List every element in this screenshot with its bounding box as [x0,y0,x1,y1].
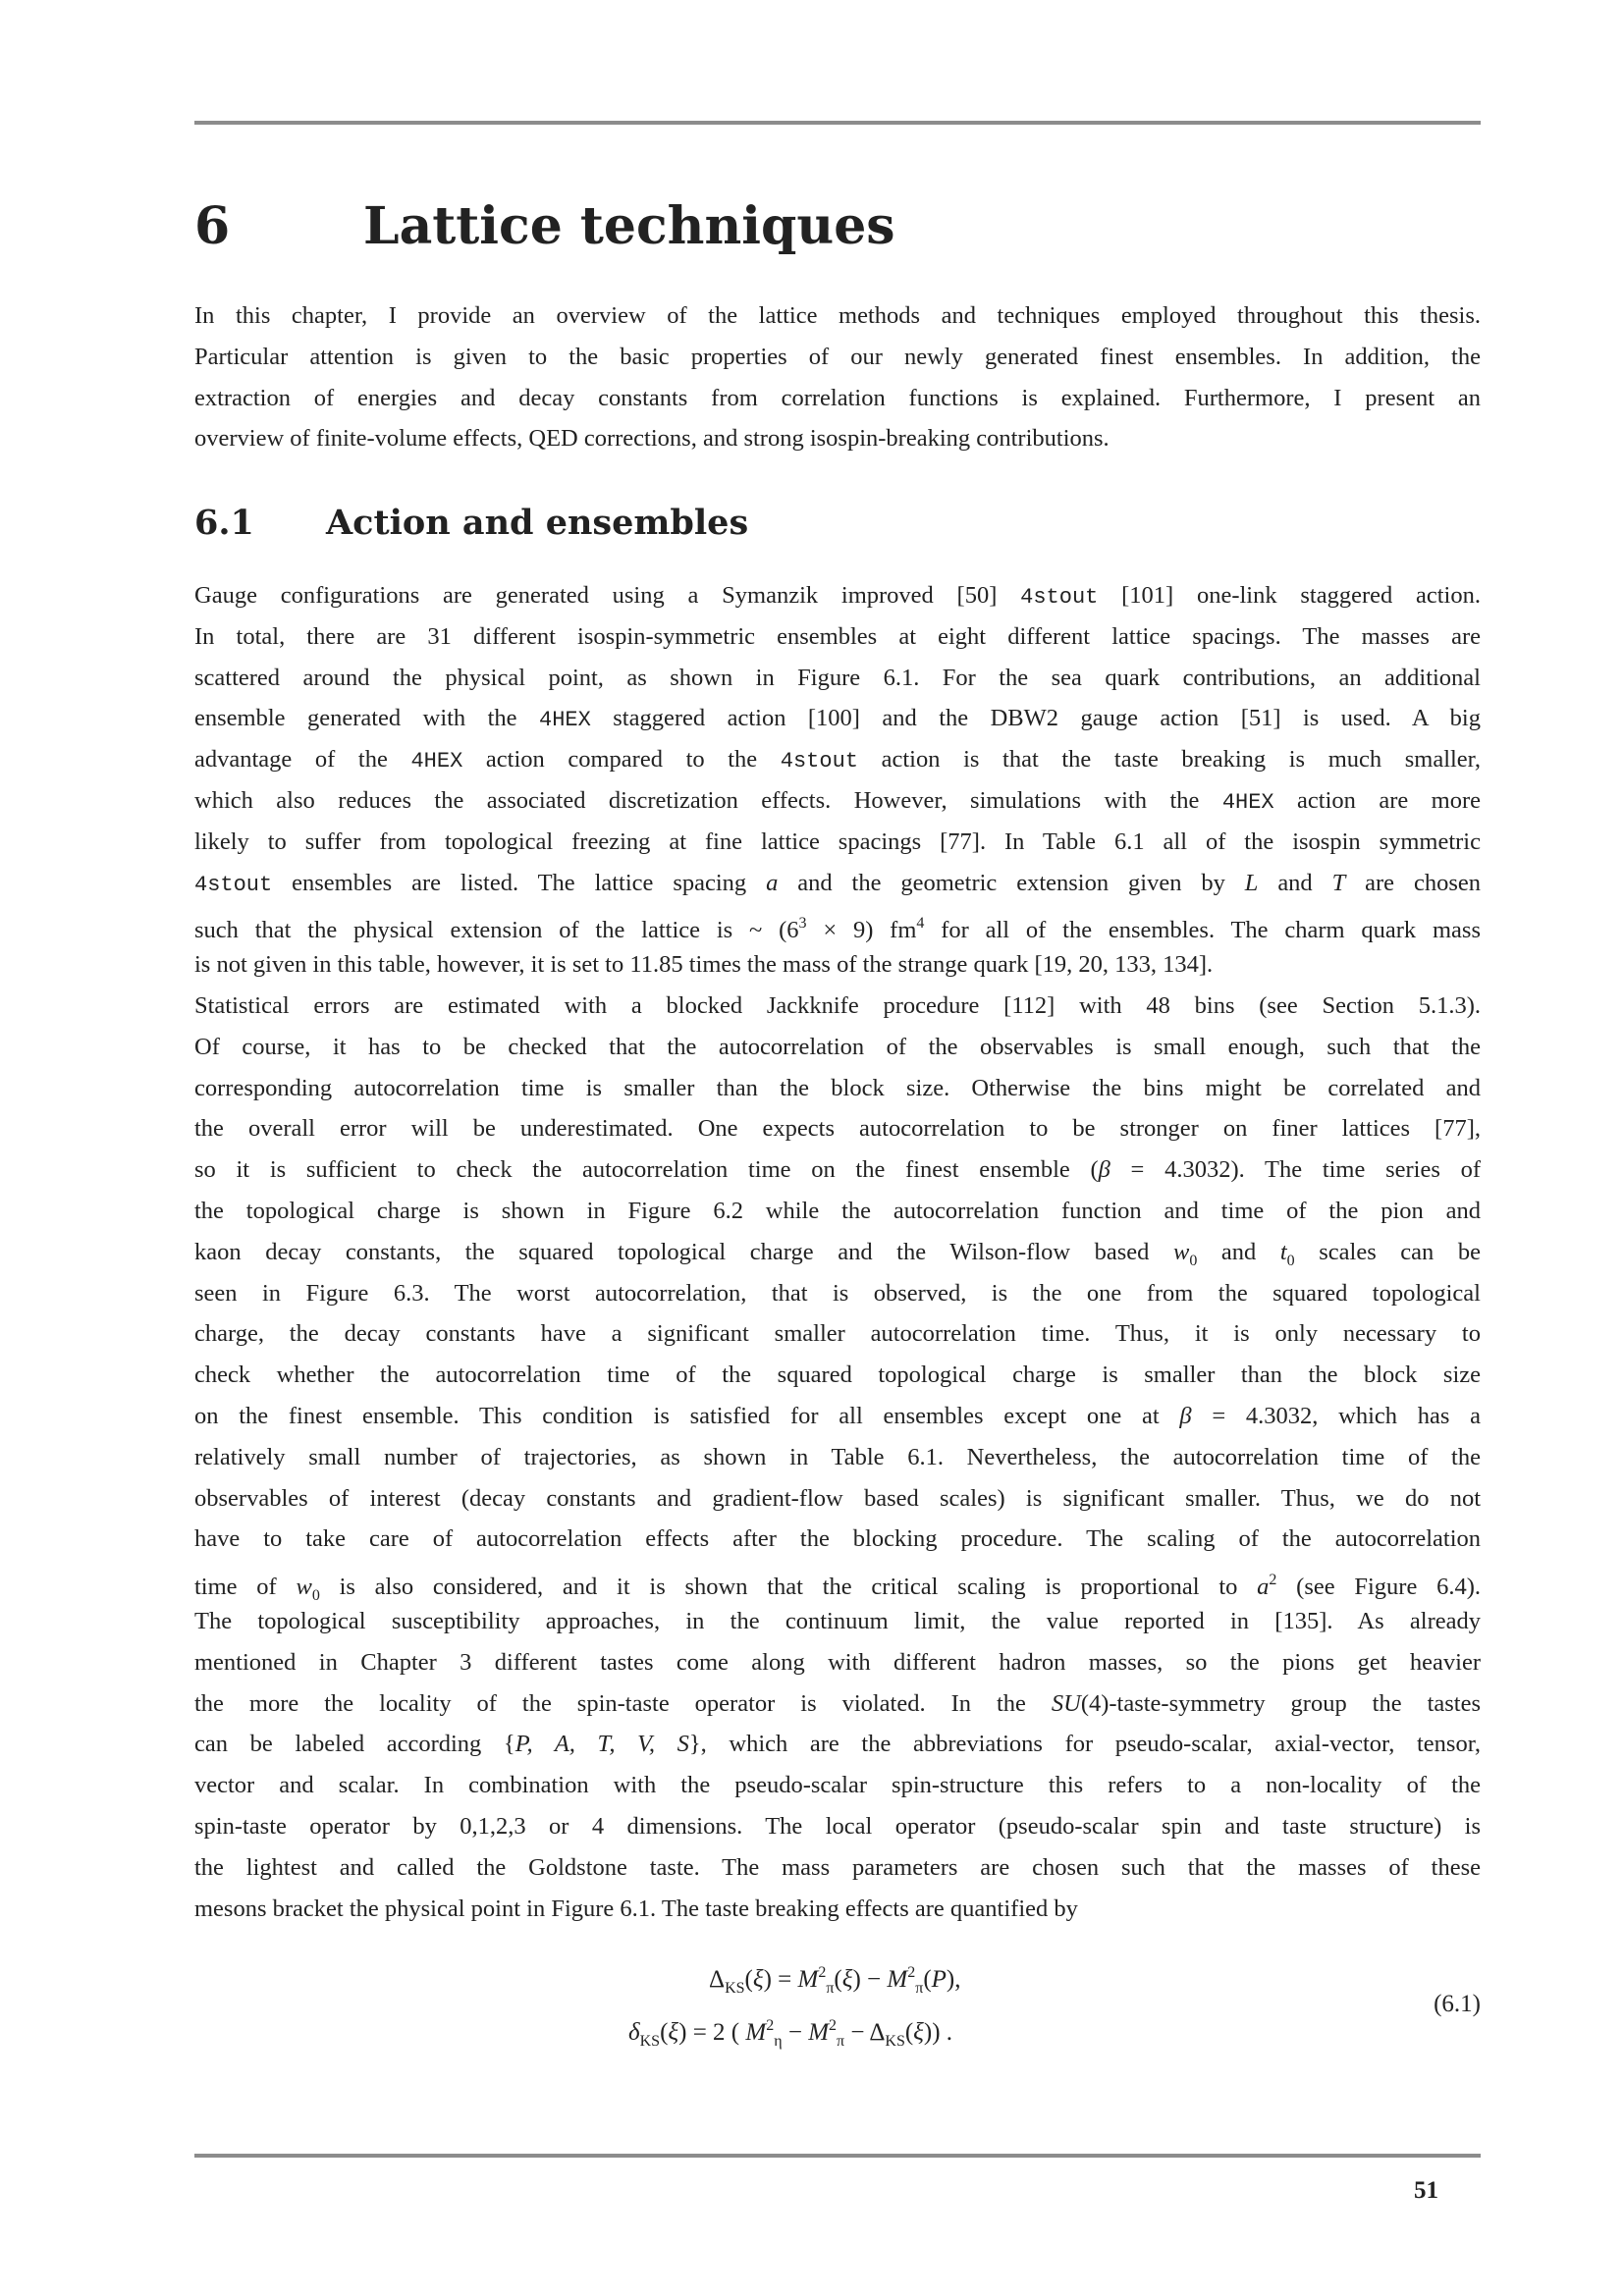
math-term: a [1257,1574,1270,1601]
text-run: ) − [852,1966,888,1993]
text-line [194,337,1481,378]
text-run: ( [923,1966,932,1993]
text-run: }, which are the abbreviations for pseudo-scalar, axial-vector, tensor, [688,1731,1481,1758]
text-run: and [1258,869,1332,896]
text-line [194,616,1481,658]
text-run: = 4.3032, which has a [1191,1402,1481,1429]
text-line [194,944,1481,986]
text-run: Gauge configurations are generated using a Symanzik improved [50] [194,582,1021,609]
section-title: Action and ensembles [326,503,749,543]
text-run: extraction of energies and decay constants from correlation functions is explained. Furthermore, I present an [194,384,1481,411]
math-term: KS [639,2033,661,2050]
text-line [194,1724,1481,1765]
text-line [194,822,1481,863]
math-term: 0 [311,1587,320,1605]
text-run: on the finest ensemble. This condition is satisfied for all ensembles except one at [194,1402,1180,1429]
text-run: spin-taste operator by 0,1,2,3 or 4 dimensions. The local operator (pseudo-scalar spin and taste structure) is [194,1812,1481,1840]
code-term: 4stout [780,749,858,774]
text-run: are chosen [1345,869,1481,896]
code-term: 4HEX [410,749,463,774]
math-term: 0 [1286,1252,1295,1269]
text-run: Statistical errors are estimated with a blocked Jackknife procedure [112] with 48 bins (see Section 5.1.3). [194,991,1481,1019]
text-run: kaon decay constants, the squared topological charge and the Wilson-flow based [194,1238,1173,1265]
text-run: check whether the autocorrelation time of the squared topological charge is smaller than the block size [194,1362,1481,1389]
text-run: the lightest and called the Goldstone taste. The mass parameters are chosen such that the masses of these [194,1853,1481,1881]
math-term: SU [1051,1689,1081,1717]
text-line [194,1847,1481,1889]
text-run: (see Figure 6.4). [1276,1574,1481,1601]
math-term: KS [725,1980,745,1997]
math-term: 0 [1189,1252,1198,1269]
text-run: the topological charge is shown in Figure 6.2 while the autocorrelation function and time of the pion and [194,1197,1481,1224]
math-term: a [766,869,779,896]
text-line [194,1313,1481,1355]
chapter-number: 6 [194,196,231,256]
text-run: which also reduces the associated discretization effects. However, simulations with the [194,786,1222,814]
math-term: 3 [798,915,807,933]
header-rule [194,121,1481,125]
math-term: M [808,2019,830,2046]
text-run: the overall error will be underestimated. One expects autocorrelation to be stronger on finer lattices [77], [194,1115,1481,1143]
text-run: ( [904,2019,914,2046]
math-term: P, A, T, V, S [514,1731,689,1758]
text-run: advantage of the [194,746,411,774]
math-term: ξ [668,2019,679,2046]
text-run: In total, there are 31 different isospin-symmetric ensembles at eight different lattice spacings. The masses are [194,622,1481,650]
text-run: × 9) fm [806,917,917,944]
math-term: π [837,2033,845,2050]
math-term: 4 [916,915,925,933]
text-run: = 4.3032). The time series of [1110,1156,1481,1184]
text-line [194,1108,1481,1149]
math-term: δ [628,2019,640,2046]
text-line [194,863,1481,904]
text-line [194,1027,1481,1068]
math-term: P [931,1966,947,1993]
text-run: and the geometric extension given by [778,869,1245,896]
code-term: 4stout [1020,585,1099,610]
text-line [194,658,1481,699]
math-term: KS [885,2033,905,2050]
text-run: ( [834,1966,842,1993]
text-line [194,1642,1481,1683]
math-term: β [1179,1402,1192,1429]
text-run: is not given in this table, however, it is set to 11.85 times the mass of the strange quark [19, 20, 133, 134]. [194,951,1214,979]
text-line [194,1478,1481,1520]
math-term: 2 [818,1964,827,1981]
text-line [194,418,1481,459]
text-line [194,1560,1481,1605]
text-line [194,1232,1481,1273]
text-line [194,739,1481,780]
body-paragraph [194,575,1481,1929]
text-run: vector and scalar. In combination with the pseudo-scalar spin-structure this refers to a non-locality of the [194,1772,1481,1799]
text-run: ), [946,1966,961,1993]
text-line [194,1601,1481,1642]
text-run: such that the physical extension of the lattice is ~ (6 [194,917,799,944]
text-run: action are more [1273,786,1482,814]
footer-rule [194,2154,1481,2158]
math-term: L [1244,869,1259,896]
page-number: 51 [1414,2177,1438,2204]
text-line [194,1889,1481,1930]
text-line [194,1683,1481,1725]
text-line [194,1806,1481,1847]
text-run: have to take care of autocorrelation effects after the blocking procedure. The scaling of the autocorrelation [194,1525,1481,1553]
math-term: T [1331,869,1346,896]
text-run: so it is sufficient to check the autocorrelation time on the finest ensemble ( [194,1156,1099,1184]
text-line [194,1068,1481,1109]
text-run: scattered around the physical point, as shown in Figure 6.1. For the sea quark contributions, an additional [194,664,1481,691]
math-term: 2 [829,2017,838,2034]
text-run: − [782,2019,809,2046]
text-line [194,1519,1481,1560]
text-run: likely to suffer from topological freezing at fine lattice spacings [77]. In Table 6.1 all of the isospin symmetric [194,828,1481,855]
text-run: ( [744,1966,753,1993]
text-line [194,1191,1481,1232]
text-run: action is that the taste breaking is much smaller, [858,746,1481,774]
code-term: 4HEX [539,708,591,733]
math-term: w [296,1574,312,1601]
text-line [194,698,1481,739]
text-line [194,780,1481,822]
text-run: can be labeled according { [194,1731,515,1758]
text-line [194,1355,1481,1396]
text-run: is also considered, and it is shown that the critical scaling is proportional to [319,1574,1258,1601]
text-run: The topological susceptibility approaches, in the continuum limit, the value reported in [135]. As already [194,1607,1481,1634]
text-run: seen in Figure 6.3. The worst autocorrelation, that is observed, is the one from the squared topological [194,1279,1481,1307]
text-run: scales can be [1294,1238,1481,1265]
chapter-heading [194,196,895,256]
math-term: M [887,1966,908,1993]
math-term: 2 [1269,1572,1277,1589]
math-term: η [774,2033,783,2050]
text-run: action compared to the [462,746,781,774]
text-run: relatively small number of trajectories, as shown in Table 6.1. Nevertheless, the autocorrelation time of the [194,1443,1481,1470]
text-run: ( [660,2019,669,2046]
section-heading [194,503,748,543]
equation-line-1 [709,1964,961,1998]
section-number: 6.1 [194,503,254,543]
math-term: w [1173,1238,1190,1265]
text-line [194,575,1481,616]
text-line [194,295,1481,337]
math-term: 2 [907,1964,916,1981]
text-run: ) = 2 ( [678,2019,746,2046]
text-run: In this chapter, I provide an overview of the lattice methods and techniques employed throughout this thesis. [194,302,1481,329]
text-run: Δ [709,1966,726,1993]
text-run: )) . [923,2019,953,2046]
math-term: 2 [766,2017,775,2034]
text-line [194,903,1481,944]
equation-number: (6.1) [1434,1991,1481,2017]
text-line [194,1273,1481,1314]
math-term: ξ [752,1966,764,1993]
text-run: time of [194,1574,297,1601]
text-run: observables of interest (decay constants and gradient-flow based scales) is significant smaller. Thus, we do not [194,1484,1481,1512]
text-run: corresponding autocorrelation time is smaller than the block size. Otherwise the bins might be correlated and [194,1074,1481,1101]
text-line [194,1437,1481,1478]
text-run: [101] one-link staggered action. [1098,582,1481,609]
text-run: mentioned in Chapter 3 different tastes come along with different hadron masses, so the pions get heavier [194,1648,1481,1676]
math-term: π [915,1980,924,1997]
text-run: charge, the decay constants have a significant smaller autocorrelation time. Thus, it is only necessary to [194,1320,1481,1348]
text-run: for all of the ensembles. The charm quark mass [924,917,1481,944]
math-term: t [1279,1238,1287,1265]
chapter-title: Lattice techniques [363,196,895,256]
math-term: π [826,1980,835,1997]
math-term: β [1098,1156,1110,1184]
math-term: ξ [841,1966,853,1993]
text-run: the more the locality of the spin-taste operator is violated. In the [194,1689,1052,1717]
text-run: overview of finite-volume effects, QED corrections, and strong isospin-breaking contributions. [194,425,1110,453]
text-run: ensemble generated with the [194,705,540,732]
text-run: staggered action [100] and the DBW2 gauge action [51] is used. A big [590,705,1481,732]
text-line [194,1396,1481,1437]
intro-paragraph [194,295,1481,459]
text-line [194,378,1481,419]
text-run: ) = [763,1966,798,1993]
text-run: ensembles are listed. The lattice spacing [272,869,767,896]
text-line [194,986,1481,1027]
text-run: Particular attention is given to the basic properties of our newly generated finest ensembles. In addition, the [194,343,1481,370]
text-line [194,1765,1481,1806]
text-run: mesons bracket the physical point in Figure 6.1. The taste breaking effects are quantified by [194,1895,1078,1922]
code-term: 4HEX [1221,789,1274,815]
math-term: M [745,2019,767,2046]
text-run: Of course, it has to be checked that the autocorrelation of the observables is small enough, such that the [194,1033,1481,1060]
text-run: − Δ [844,2019,886,2046]
code-term: 4stout [194,872,273,897]
equation-line-2 [628,2017,952,2051]
math-term: ξ [913,2019,924,2046]
text-run: (4)-taste-symmetry group the tastes [1080,1689,1481,1717]
math-term: M [797,1966,819,1993]
text-line [194,1149,1481,1191]
text-run: and [1197,1238,1280,1265]
